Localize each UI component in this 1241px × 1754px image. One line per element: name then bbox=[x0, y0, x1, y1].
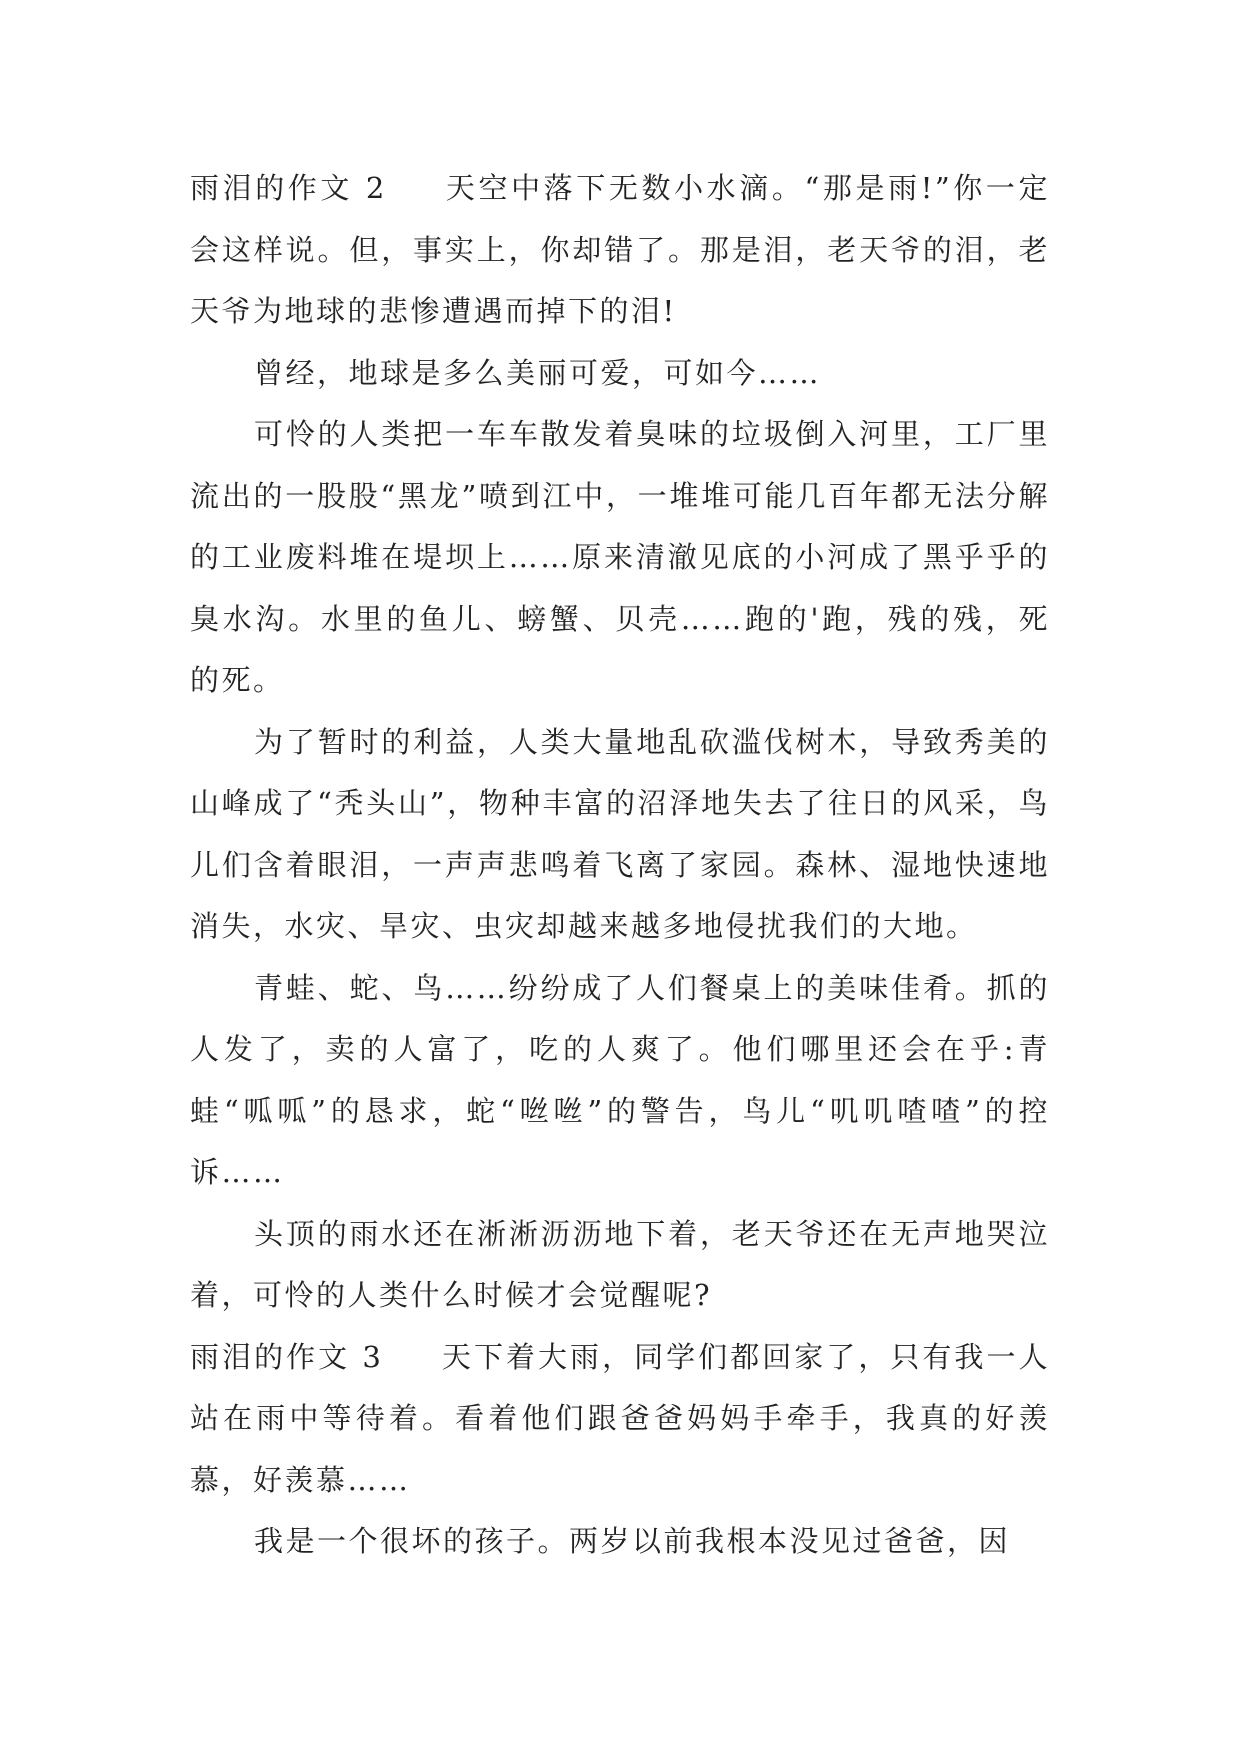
body-paragraph: 可怜的人类把一车车散发着臭味的垃圾倒入河里，工厂里流出的一股股“黑龙”喷到江中，一堆堆可能几百年都无法分解的工业废料堆在堤坝上……原来清澈见底的小河成了黑乎乎的臭水沟。水里的鱼儿、螃蟹、贝壳……跑的'跑，残的残，死的死。 bbox=[190, 417, 1050, 697]
essay-3-opening-paragraph bbox=[190, 1327, 1050, 1512]
document-body bbox=[190, 158, 1050, 1573]
essay-2-title: 雨泪的作文 2 bbox=[190, 171, 387, 205]
essay-3-opening-text: 天下着大雨，同学们都回家了，只有我一人站在雨中等待着。看着他们跟爸爸妈妈手牵手，我真的好羡慕，好羡慕…… bbox=[190, 1339, 1050, 1497]
essay-2-opening-text: 天空中落下无数小水滴。“那是雨!”你一定会这样说。但，事实上，你却错了。那是泪，老天爷的泪，老天爷为地球的悲惨遭遇而掉下的泪! bbox=[190, 171, 1050, 328]
body-paragraph: 青蛙、蛇、鸟……纷纷成了人们餐桌上的美味佳肴。抓的人发了，卖的人富了，吃的人爽了。他们哪里还会在乎:青蛙“呱呱”的恳求，蛇“咝咝”的警告，鸟儿“叽叽喳喳”的控诉…… bbox=[190, 970, 1050, 1189]
essay-2-opening-paragraph bbox=[190, 158, 1050, 343]
body-paragraph: 我是一个很坏的孩子。两岁以前我根本没见过爸爸，因 bbox=[254, 1524, 1011, 1558]
body-paragraph: 为了暂时的利益，人类大量地乱砍滥伐树木，导致秀美的山峰成了“秃头山”，物种丰富的沼泽地失去了往日的风采，鸟儿们含着眼泪，一声声悲鸣着飞离了家园。森林、湿地快速地消失，水灾、旱灾、虫灾却越来越多地侵扰我们的大地。 bbox=[190, 724, 1050, 943]
body-paragraph: 曾经，地球是多么美丽可爱，可如今…… bbox=[254, 355, 822, 390]
essay-3-title: 雨泪的作文 3 bbox=[190, 1339, 384, 1374]
body-paragraph: 头顶的雨水还在淅淅沥沥地下着，老天爷还在无声地哭泣着，可怜的人类什么时候才会觉醒呢? bbox=[190, 1216, 1050, 1312]
